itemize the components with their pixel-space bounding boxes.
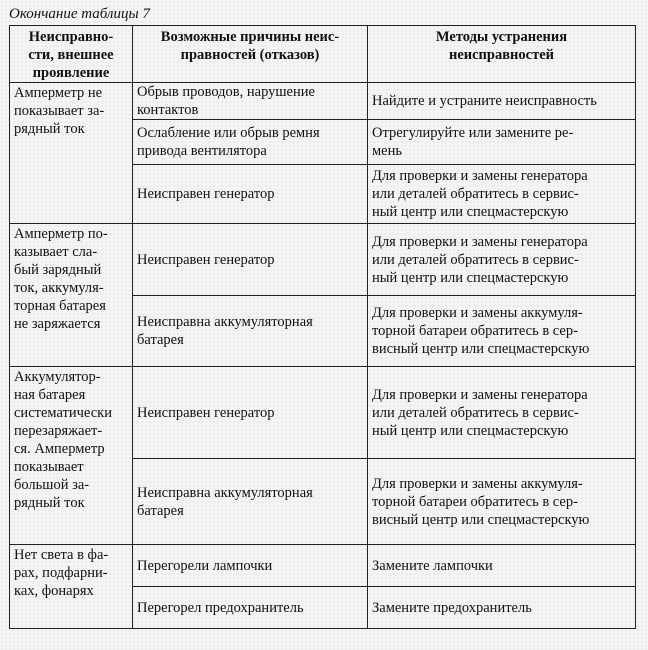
cause-cell: Неисправен генератор	[133, 224, 368, 296]
table-row	[10, 545, 636, 587]
cause-cell: Обрыв проводов, нарушение контактов	[133, 83, 368, 120]
cause-cell: Неисправен генератор	[133, 165, 368, 224]
fix-cell: Замените лампочки	[368, 545, 636, 587]
cause-cell: Ослабление или обрыв ремня привода вентилятора	[133, 120, 368, 165]
cause-cell: Неисправна аккумуляторная батарея	[133, 296, 368, 367]
fix-cell: Для проверки и замены аккумуля- торной батареи обратитесь в сер- висный центр или спецмастерскую	[368, 296, 636, 367]
symptom-cell: Амперметр не показывает за- рядный ток	[10, 83, 133, 224]
symptom-cell: Нет света в фа- рах, подфарни- ках, фонарях	[10, 545, 133, 629]
header-causes: Возможные причины неис- правностей (отказов)	[133, 26, 368, 83]
cause-cell: Перегорел предохранитель	[133, 587, 368, 629]
cause-cell: Перегорели лампочки	[133, 545, 368, 587]
symptom-cell: Амперметр по- казывает сла- бый зарядный ток, аккумуля- торная батарея не заряжается	[10, 224, 133, 367]
fix-cell: Найдите и устраните неисправность	[368, 83, 636, 120]
malfunctions-table	[9, 25, 636, 629]
symptom-cell: Аккумулятор- ная батарея систематически перезаряжает- ся. Амперметр показывает большой за- рядный ток	[10, 367, 133, 545]
fix-cell: Для проверки и замены генератора или деталей обратитесь в сервис- ный центр или спецмастерскую	[368, 165, 636, 224]
table-header-row	[10, 26, 636, 83]
fix-cell: Отрегулируйте или замените ре- мень	[368, 120, 636, 165]
header-methods: Методы устранения неисправностей	[368, 26, 636, 83]
fix-cell: Для проверки и замены аккумуля- торной батареи обратитесь в сер- висный центр или спецмастерскую	[368, 459, 636, 545]
fix-cell: Для проверки и замены генератора или деталей обратитесь в сервис- ный центр или спецмастерскую	[368, 367, 636, 459]
table-row	[10, 224, 636, 296]
table-caption: Окончание таблицы 7	[9, 6, 150, 22]
header-symptom: Неисправно- сти, внешнее проявление	[10, 26, 133, 83]
cause-cell: Неисправен генератор	[133, 367, 368, 459]
fix-cell: Для проверки и замены генератора или деталей обратитесь в сервис- ный центр или спецмастерскую	[368, 224, 636, 296]
table-row	[10, 367, 636, 459]
fix-cell: Замените предохранитель	[368, 587, 636, 629]
cause-cell: Неисправна аккумуляторная батарея	[133, 459, 368, 545]
table-row	[10, 83, 636, 120]
